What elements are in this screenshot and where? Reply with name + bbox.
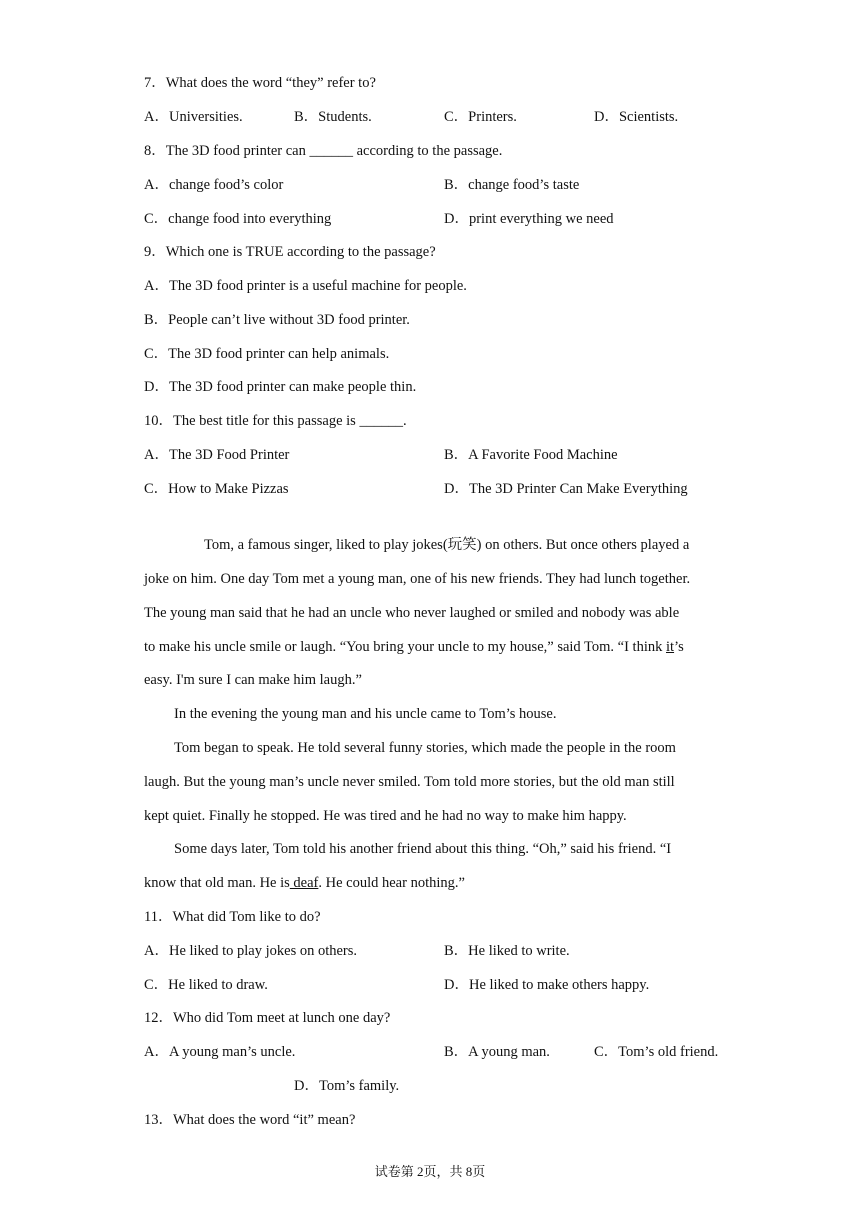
passage-p1-line3: The young man said that he had an uncle who never laughed or smiled and nobody was able [144, 605, 680, 621]
passage-p1-line4-text: to make his uncle smile or laugh. “You bring your uncle to my house,” said Tom. “I think [144, 639, 666, 655]
q10-stem: 10．The best title for this passage is ______. [144, 413, 407, 429]
passage-p1-line2: joke on him. One day Tom met a young man, one of his new friends. They had lunch together. [144, 571, 691, 587]
q8-option-b: B．change food’s taste [444, 177, 580, 193]
q9-stem: 9．Which one is TRUE according to the passage? [144, 244, 436, 260]
q12-option-b: B．A young man. [444, 1044, 550, 1060]
passage-p1-line4-tail: ’s [674, 639, 684, 655]
q11-stem: 11．What did Tom like to do? [144, 909, 321, 925]
q12-option-a: A．A young man’s uncle. [144, 1044, 296, 1060]
q10-option-a: A．The 3D Food Printer [144, 447, 290, 463]
q7-option-a: A．Universities. [144, 109, 243, 125]
q12-option-c: C．Tom’s old friend. [594, 1044, 719, 1060]
q10-option-d: D．The 3D Printer Can Make Everything [444, 481, 688, 497]
underlined-word-it: it [666, 639, 675, 655]
q13-stem: 13．What does the word “it” mean? [144, 1112, 356, 1128]
passage-p4-line2 [144, 873, 724, 893]
q8-option-a: A．change food’s color [144, 177, 284, 193]
q11-option-b: B．He liked to write. [444, 943, 570, 959]
passage-p1-line1: Tom, a famous singer, liked to play jokes(玩笑) on others. But once others played a [204, 537, 690, 553]
q12-stem: 12．Who did Tom meet at lunch one day? [144, 1010, 391, 1026]
q7-stem: 7．What does the word “they” refer to? [144, 75, 376, 91]
q7-option-d: D．Scientists. [594, 109, 679, 125]
q9-option-a: A．The 3D food printer is a useful machine for people. [144, 278, 467, 294]
passage-p4-line2-text: know that old man. He is [144, 875, 290, 891]
passage-p1-line5: easy. I'm sure I can make him laugh.” [144, 672, 362, 688]
q7-option-b: B．Students. [294, 109, 372, 125]
passage-p3-line3: kept quiet. Finally he stopped. He was tired and he had no way to make him happy. [144, 808, 627, 824]
q10-option-b: B．A Favorite Food Machine [444, 447, 618, 463]
page-footer: 试卷第 2页，共 8页 [374, 1164, 486, 1179]
q11-option-c: C．He liked to draw. [144, 977, 268, 993]
q9-option-c: C．The 3D food printer can help animals. [144, 346, 390, 362]
q9-option-d: D．The 3D food printer can make people thin. [144, 379, 417, 395]
q11-option-a: A．He liked to play jokes on others. [144, 943, 358, 959]
q8-stem: 8．The 3D food printer can ______ according to the passage. [144, 143, 503, 159]
q11-option-d: D．He liked to make others happy. [444, 977, 650, 993]
q10-option-c: C．How to Make Pizzas [144, 481, 289, 497]
q7-option-c: C．Printers. [444, 109, 517, 125]
q8-option-c: C．change food into everything [144, 211, 332, 227]
q8-option-d: D．print everything we need [444, 211, 614, 227]
underlined-word-deaf: deaf [289, 875, 319, 891]
q12-option-d: D．Tom’s family. [294, 1078, 400, 1094]
passage-p3-line2: laugh. But the young man’s uncle never smiled. Tom told more stories, but the old man still [144, 774, 675, 790]
passage-p4-line2-tail: . He could hear nothing.” [318, 875, 465, 891]
passage-p4-line1: Some days later, Tom told his another friend about this thing. “Oh,” said his friend. “I [174, 841, 672, 857]
passage-p3-line1: Tom began to speak. He told several funny stories, which made the people in the room [174, 740, 676, 756]
passage-p1-line4 [144, 637, 724, 657]
passage-p2: In the evening the young man and his uncle came to Tom’s house. [174, 706, 557, 722]
q9-option-b: B．People can’t live without 3D food printer. [144, 312, 410, 328]
